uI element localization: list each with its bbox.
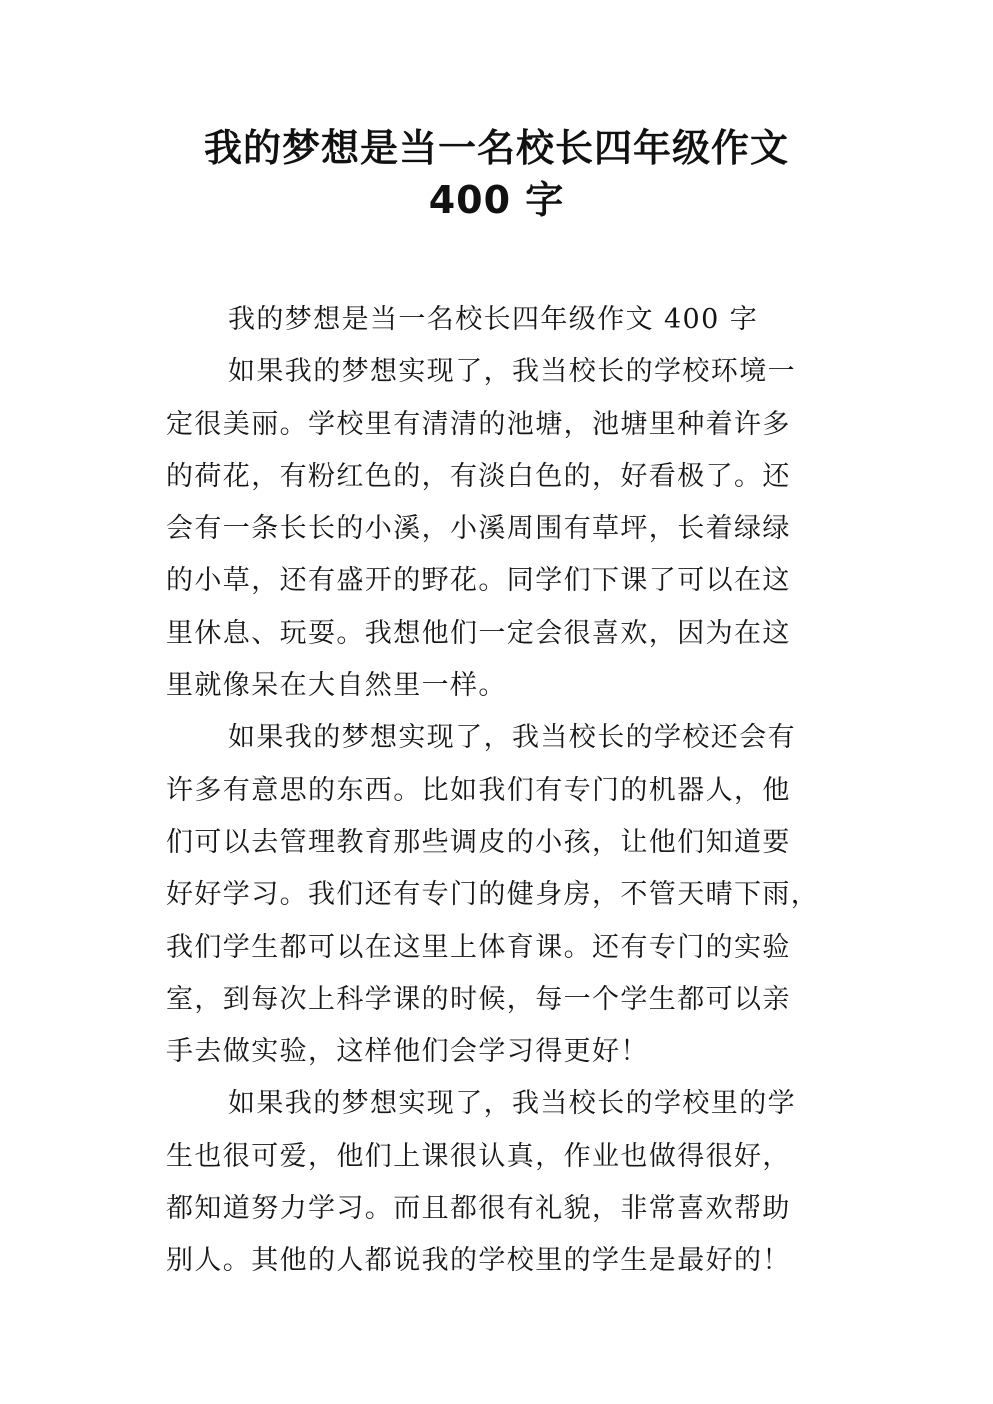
text-line: 我的梦想是当一名校长四年级作文 400 字 bbox=[228, 304, 759, 335]
text-line: 都知道努力学习。而且都很有礼貌，非常喜欢帮助 bbox=[166, 1193, 791, 1225]
paragraph bbox=[166, 712, 836, 1078]
text-line: 如果我的梦想实现了，我当校长的学校里的学 bbox=[228, 1088, 796, 1120]
text-line: 里就像呆在大自然里一样。 bbox=[166, 670, 507, 702]
text-line: 如果我的梦想实现了，我当校长的学校还会有 bbox=[228, 722, 796, 754]
document-body bbox=[166, 294, 836, 1288]
text-line: 的小草，还有盛开的野花。同学们下课了可以在这 bbox=[166, 565, 791, 597]
text-line: 的荷花，有粉红色的，有淡白色的，好看极了。还 bbox=[166, 460, 791, 492]
text-line: 我们学生都可以在这里上体育课。还有专门的实验 bbox=[166, 931, 791, 963]
text-line: 里休息、玩耍。我想他们一定会很喜欢，因为在这 bbox=[166, 617, 791, 649]
text-line: 如果我的梦想实现了，我当校长的学校环境一 bbox=[228, 356, 796, 388]
text-line: 手去做实验，这样他们会学习得更好！ bbox=[166, 1036, 649, 1068]
paragraph bbox=[166, 1078, 836, 1287]
text-line: 们可以去管理教育那些调皮的小孩，让他们知道要 bbox=[166, 826, 791, 858]
title-line: 我的梦想是当一名校长四年级作文 bbox=[203, 126, 789, 170]
text-line: 室，到每次上科学课的时候，每一个学生都可以亲 bbox=[166, 983, 791, 1015]
text-line: 会有一条长长的小溪，小溪周围有草坪，长着绿绿 bbox=[166, 513, 791, 545]
text-line: 别人。其他的人都说我的学校里的学生是最好的！ bbox=[166, 1245, 791, 1277]
paragraph bbox=[166, 346, 836, 712]
text-line: 生也很可爱，他们上课很认真，作业也做得很好， bbox=[166, 1140, 791, 1172]
text-line: 好好学习。我们还有专门的健身房，不管天晴下雨， bbox=[166, 879, 820, 911]
title-line: 400 字 bbox=[428, 178, 565, 222]
paragraph-subtitle bbox=[166, 294, 836, 346]
text-line: 许多有意思的东西。比如我们有专门的机器人，他 bbox=[166, 774, 791, 806]
document-title bbox=[0, 122, 993, 226]
text-line: 定很美丽。学校里有清清的池塘，池塘里种着许多 bbox=[166, 408, 791, 440]
